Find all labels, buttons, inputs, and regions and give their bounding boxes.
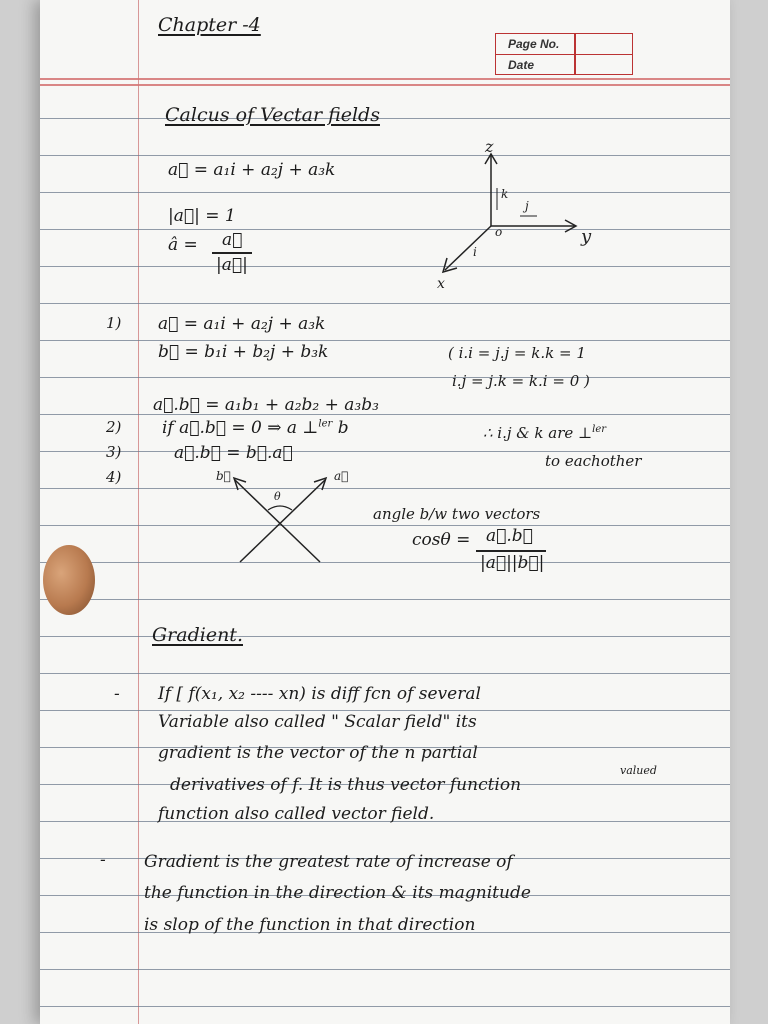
item-number-4: 4) <box>106 468 122 486</box>
paragraph1-line4: derivatives of f. It is thus vector function <box>170 775 522 795</box>
date-label: Date <box>496 54 632 74</box>
axis-label-i: i <box>473 245 477 259</box>
angle-diagram <box>210 462 350 572</box>
dot-product-formula: a⃗.b⃗ = a₁b₁ + a₂b₂ + a₃b₃ <box>153 395 379 415</box>
box-divider <box>574 34 576 74</box>
cos-formula-numerator: a⃗.b⃗ <box>486 526 533 546</box>
cos-formula-lhs: cosθ = <box>412 530 471 550</box>
rule-line <box>40 562 730 563</box>
therefore-text: ∴ i.j & k are ⊥ <box>483 424 593 442</box>
axis-label-z: z <box>485 137 494 156</box>
unit-vector-denominator: |a⃗| <box>216 255 248 275</box>
axis-label-j: j <box>525 199 529 213</box>
unit-magnitude: |a⃗| = 1 <box>168 206 236 226</box>
bullet-dash: - <box>100 850 106 870</box>
therefore-continuation: to eachother <box>545 452 642 470</box>
bullet-dash: - <box>114 684 120 704</box>
perpendicular-b: b <box>337 418 349 438</box>
rule-line <box>40 488 730 489</box>
fraction-bar <box>212 252 252 254</box>
thumb-overlay <box>43 545 95 615</box>
angle-arc <box>268 506 292 510</box>
axis-label-origin: o <box>495 225 503 239</box>
axis-label-x: x <box>437 276 445 290</box>
perpendicular-condition <box>162 418 349 438</box>
chapter-heading: Chapter -4 <box>158 14 261 36</box>
rule-line <box>40 1006 730 1007</box>
rule-line <box>40 377 730 378</box>
rule-line <box>40 969 730 970</box>
rule-line <box>40 303 730 304</box>
therefore-statement <box>483 424 606 442</box>
diagram-label-a: a⃗ <box>334 469 349 483</box>
paragraph1-line1: If [ f(x₁, x₂ ---- xn) is diff fcn of several <box>158 684 481 704</box>
paragraph2-line2: the function in the direction & its magnitude <box>144 883 531 903</box>
item-number-2: 2) <box>106 418 122 436</box>
rule-line <box>40 155 730 156</box>
orthonormal-line-2: i.j = j.k = k.i = 0 ) <box>452 372 590 390</box>
diagram-label-theta: θ <box>274 490 281 503</box>
therefore-sup: ler <box>592 424 607 435</box>
page-date-box <box>495 33 633 75</box>
item-number-3: 3) <box>106 443 122 461</box>
paragraph1-valued-note: valued <box>620 764 657 777</box>
top-rule-red-2 <box>40 84 730 86</box>
vector-a-equation: a⃗ = a₁i + a₂j + a₃k <box>158 314 326 334</box>
perpendicular-sup: ler <box>318 418 333 430</box>
paragraph2-line3: is slop of the function in that direction <box>144 915 476 935</box>
rule-line <box>40 229 730 230</box>
rule-line <box>40 192 730 193</box>
vector-b-equation: b⃗ = b₁i + b₂j + b₃k <box>158 342 329 362</box>
rule-line <box>40 599 730 600</box>
page-no-label: Page No. <box>508 37 560 51</box>
paragraph1-line5: function also called vector field. <box>158 804 435 824</box>
rule-line <box>40 414 730 415</box>
rule-line <box>40 710 730 711</box>
item-number-1: 1) <box>106 314 122 332</box>
paragraph1-line2: Variable also called " Scalar field" its <box>158 712 477 732</box>
vector-a-line <box>240 480 325 562</box>
section-title: Calcus of Vectar fields <box>165 104 380 126</box>
cos-formula-denominator: |a⃗||b⃗| <box>480 553 545 573</box>
notebook-page <box>40 0 730 1024</box>
unit-vector-lhs: â = <box>168 235 198 255</box>
diagram-label-b: b⃗ <box>216 469 231 483</box>
commutative-property: a⃗.b⃗ = b⃗.a⃗ <box>174 443 293 463</box>
cos-fraction-bar <box>476 550 546 552</box>
axis-label-k: k <box>501 187 509 201</box>
rule-line <box>40 673 730 674</box>
axis-label-y: y <box>581 226 592 247</box>
margin-line <box>138 0 139 1024</box>
paragraph1-line3: gradient is the vector of the n partial <box>158 743 478 763</box>
rule-line <box>40 636 730 637</box>
rule-line <box>40 118 730 119</box>
orthonormal-line-1: ( i.i = j.j = k.k = 1 <box>448 344 586 362</box>
vector-a-definition: a⃗ = a₁i + a₂j + a₃k <box>168 160 336 180</box>
perpendicular-text: if a⃗.b⃗ = 0 ⇒ a ⊥ <box>162 418 319 438</box>
rule-line <box>40 340 730 341</box>
paragraph2-line1: Gradient is the greatest rate of increase of <box>144 852 513 872</box>
unit-vector-numerator: a⃗ <box>222 230 243 250</box>
x-axis-line <box>445 226 491 270</box>
rule-line <box>40 525 730 526</box>
rule-line <box>40 266 730 267</box>
top-rule-red <box>40 78 730 80</box>
angle-between-label: angle b/w two vectors <box>373 505 541 523</box>
gradient-heading: Gradient. <box>152 624 243 646</box>
axes-diagram <box>425 130 625 290</box>
